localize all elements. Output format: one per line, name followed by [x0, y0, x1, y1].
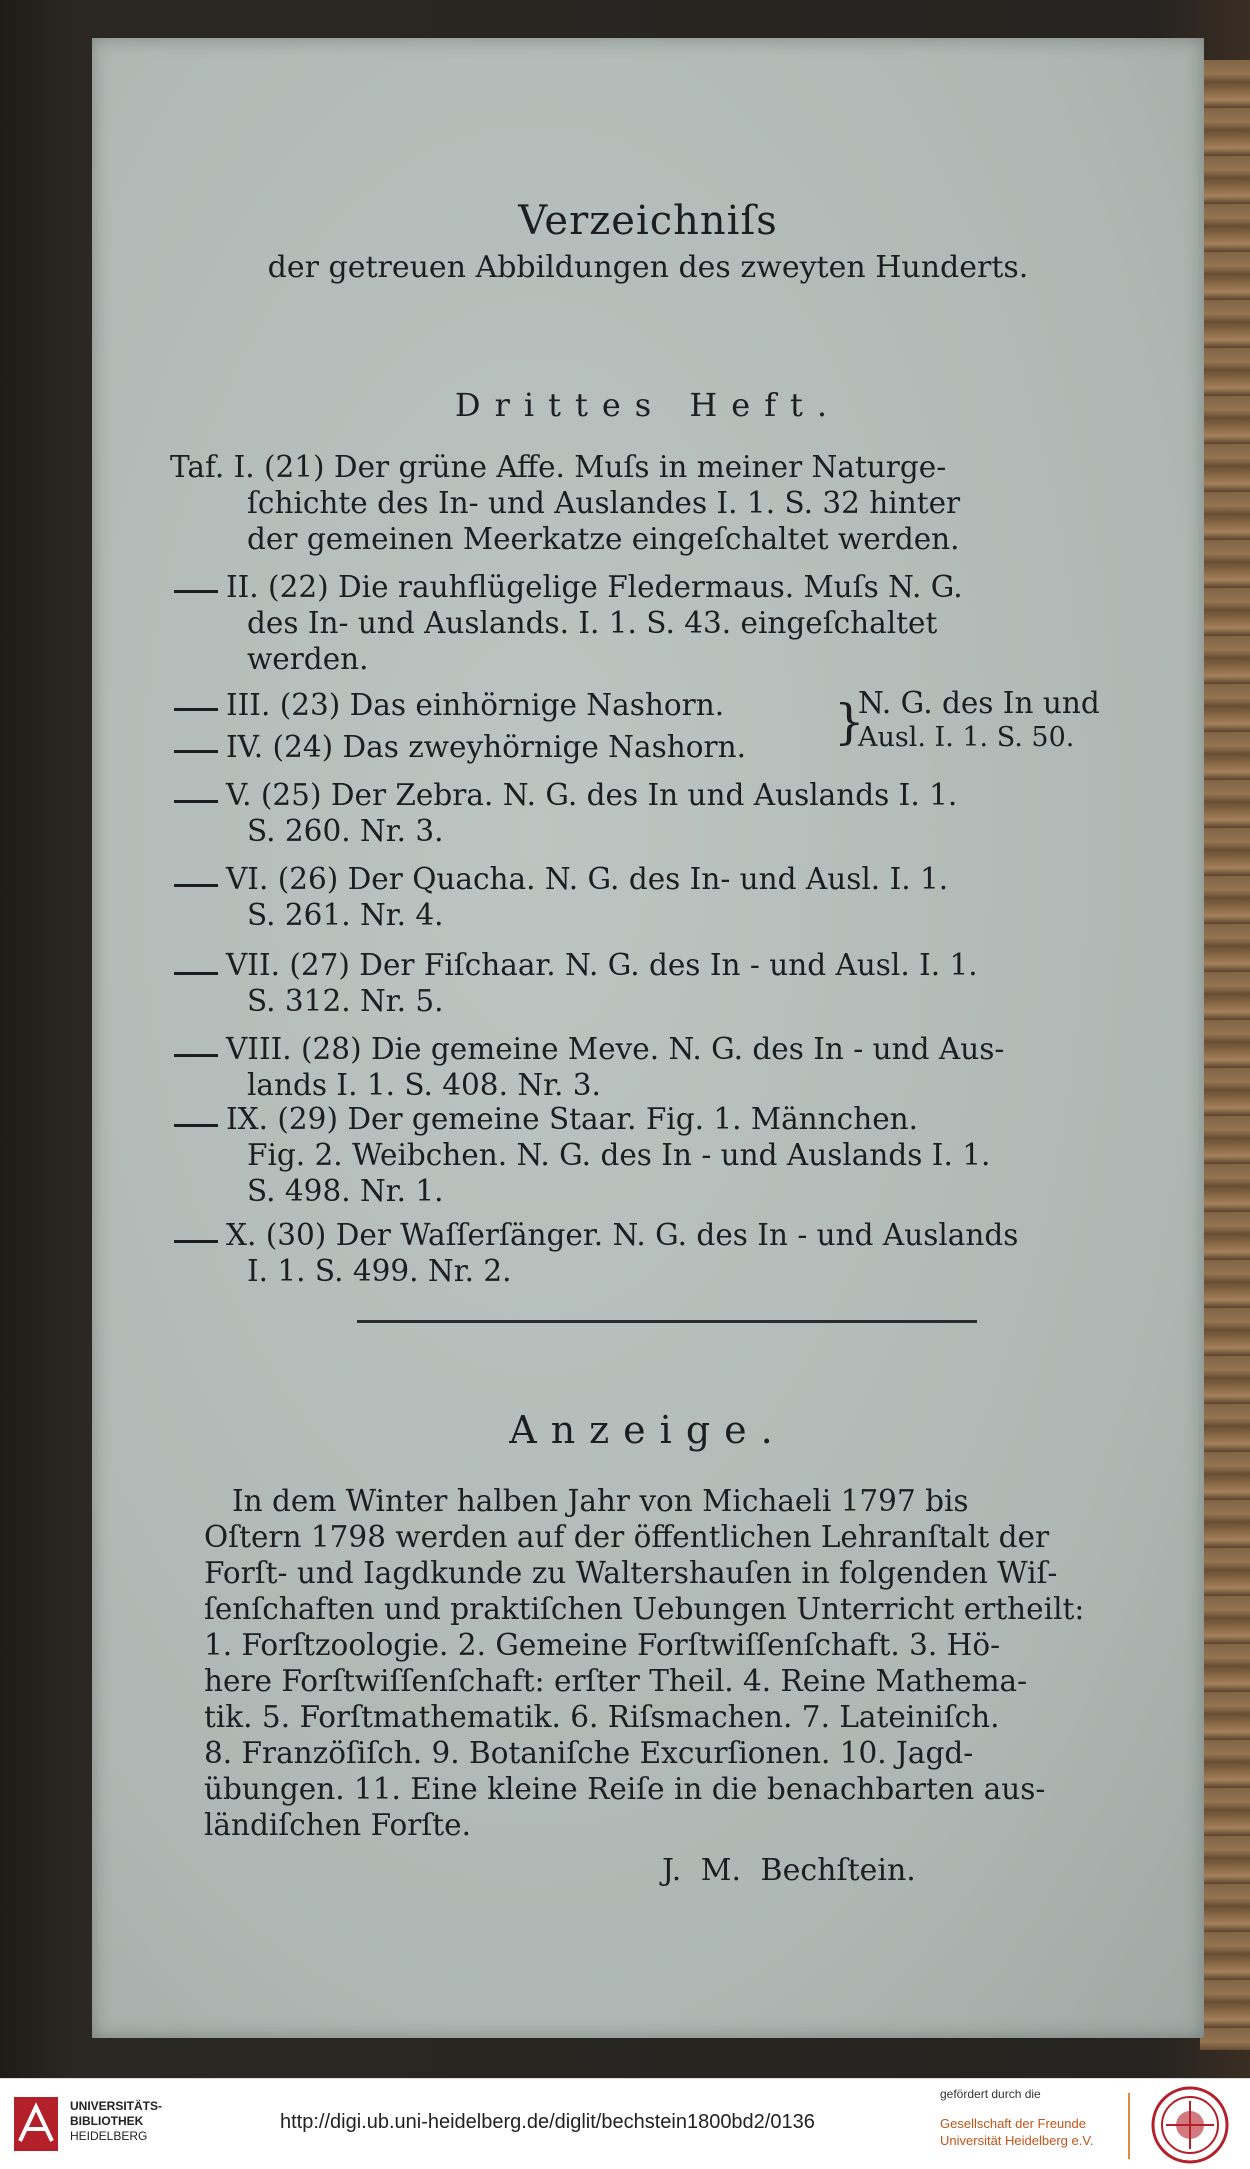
entry-line: Fig. 2. Weibchen. N. G. des In - und Auslands I. 1. [247, 1138, 991, 1172]
ditto-dash [174, 590, 218, 593]
notice-line: ſenſchaften und praktiſchen Uebungen Unterricht ertheilt: [204, 1592, 1085, 1626]
entry-line: IX. (29) Der gemeine Staar. Fig. 1. Männchen. [226, 1102, 919, 1136]
notice-line: here Forſtwiſſenſchaft: erſter Theil. 4. Reine Mathema- [204, 1664, 1028, 1698]
entry-line: des In- und Auslands. I. 1. S. 43. eingeſchaltet [247, 606, 938, 640]
library-name [70, 2099, 162, 2144]
ditto-dash [174, 1124, 218, 1127]
ditto-dash [174, 884, 218, 887]
entry-line: S. 312. Nr. 5. [247, 984, 444, 1018]
university-seal-icon [1150, 2085, 1230, 2165]
entry-line: S. 260. Nr. 3. [247, 814, 444, 848]
viewer-footer [0, 2078, 1250, 2169]
divider [1128, 2093, 1130, 2159]
notice-line: Oſtern 1798 werden auf der öffentlichen Lehranſtalt der [204, 1520, 1050, 1554]
horizontal-rule [357, 1320, 977, 1323]
entry-line: N. G. des In und [858, 686, 1100, 720]
section-heading: Drittes Heft. [454, 386, 842, 424]
ditto-dash [174, 1240, 218, 1243]
ditto-dash [174, 708, 218, 711]
ditto-dash [174, 972, 218, 975]
entry-line: werden. [247, 642, 369, 676]
notice-heading: Anzeige. [509, 1408, 787, 1452]
entry-line: IV. (24) Das zweyhörnige Nashorn. [226, 730, 746, 764]
entry-line: VI. (26) Der Quacha. N. G. des In- und Ausl. I. 1. [226, 862, 949, 896]
entry-line: lands I. 1. S. 408. Nr. 3. [247, 1068, 601, 1102]
ditto-dash [174, 750, 218, 753]
entry-line: Taf. I. (21) Der grüne Affe. Muſs in meiner Naturge- [170, 450, 947, 484]
notice-line: Forſt- und Iagdkunde zu Waltershauſen in folgenden Wiſ- [204, 1556, 1058, 1590]
entry-line: der gemeinen Meerkatze eingeſchaltet werden. [247, 522, 960, 556]
entry-line: Ausl. I. 1. S. 50. [858, 722, 1075, 753]
entry-line: II. (22) Die rauhflügelige Fledermaus. Muſs N. G. [226, 570, 963, 604]
entry-line: V. (25) Der Zebra. N. G. des In und Auslands I. 1. [226, 778, 958, 812]
notice-line: ländiſchen Forſte. [204, 1808, 471, 1842]
page-subtitle: der getreuen Abbildungen des zweyten Hunderts. [267, 250, 1029, 285]
notice-line: tik. 5. Forſtmathematik. 6. Riſsmachen. 7. Lateiniſch. [204, 1700, 1000, 1734]
entry-line: VIII. (28) Die gemeine Meve. N. G. des In - und Aus- [226, 1032, 1005, 1066]
permalink-url[interactable]: http://digi.ub.uni-heidelberg.de/diglit/bechstein1800bd2/0136 [280, 2111, 815, 2133]
ditto-dash [174, 1054, 218, 1057]
entry-line: X. (30) Der Waſſerſänger. N. G. des In - und Auslands [226, 1218, 1019, 1252]
library-name-line: UNIVERSITÄTS- [70, 2099, 163, 2113]
signature: J. M. Bechſtein. [662, 1853, 916, 1888]
entry-line: I. 1. S. 499. Nr. 2. [247, 1254, 512, 1288]
ditto-dash [174, 800, 218, 803]
page-title: Verzeichniſs [518, 198, 778, 244]
notice-line: 8. Franzöſiſch. 9. Botaniſche Excurſionen. 10. Jagd- [204, 1736, 974, 1770]
book-page [92, 38, 1204, 2038]
library-logo-icon [14, 2097, 58, 2151]
entry-line: VII. (27) Der Fiſchaar. N. G. des In - und Ausl. I. 1. [226, 948, 978, 982]
notice-line: 1. Forſtzoologie. 2. Gemeine Forſtwiſſenſchaft. 3. Hö- [204, 1628, 1001, 1662]
entry-line: S. 498. Nr. 1. [247, 1174, 444, 1208]
entry-line: III. (23) Das einhörnige Nashorn. [226, 688, 725, 722]
funded-by-label: gefördert durch die [940, 2087, 1041, 2101]
society-name-line: Universität Heidelberg e.V. [940, 2133, 1094, 2148]
society-name-line: Gesellschaft der Freunde [940, 2116, 1086, 2131]
library-name-line: BIBLIOTHEK [70, 2114, 144, 2128]
notice-line: übungen. 11. Eine kleine Reiſe in die benachbarten aus- [204, 1772, 1046, 1806]
notice-line: In dem Winter halben Jahr von Michaeli 1797 bis [232, 1484, 969, 1518]
entry-line: ſchichte des In- und Auslandes I. 1. S. 32 hinter [247, 486, 961, 520]
entry-line: S. 261. Nr. 4. [247, 898, 444, 932]
book-spine [1200, 60, 1250, 2050]
brace-glyph: } [834, 694, 865, 750]
society-name [940, 2115, 1093, 2149]
library-name-line: HEIDELBERG [70, 2129, 148, 2143]
